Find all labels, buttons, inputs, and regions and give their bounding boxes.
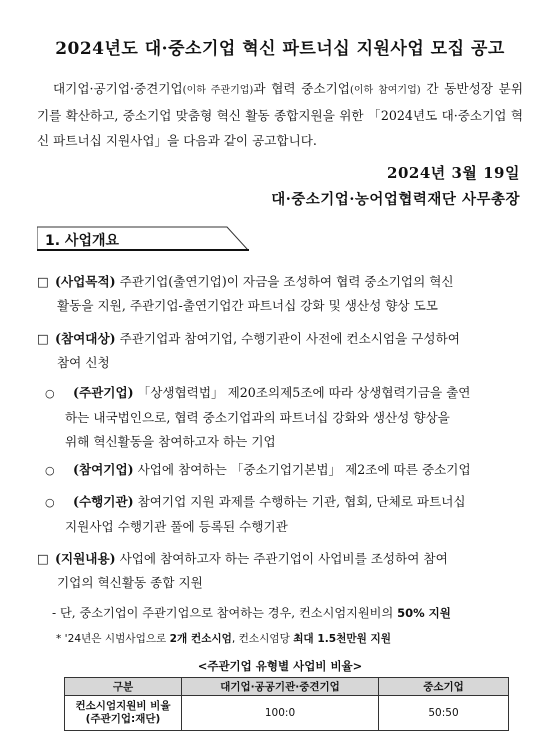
- intro-note-1: (이하 주관기업): [182, 85, 254, 96]
- sub-bullet-text: 참여기업 지원 과제를 수행하는 기관, 협회, 단체로 파트너십: [133, 494, 466, 509]
- bullet-text: 활동을 지원, 주관기업-출연기업간 파트너십 강화 및 생산성 향상 도모: [57, 298, 438, 313]
- intro-text-2: 과 협력 중소기업: [253, 81, 350, 96]
- intro-text-3: 간 동반성장 분위기를 확산하고, 중소기업 맞춤형 혁신 활동 종합지원을 위한 「2024년도 대·중소기업 혁신 파트너십 지원사업」을 다음과 같이 공고합니다.: [37, 81, 523, 148]
- section-heading: [37, 226, 249, 252]
- bullet-purpose: [37, 270, 523, 318]
- sub-bullet-text: 지원사업 수행기관 풀에 등록된 수행기관: [65, 519, 288, 534]
- sub-bullet-text: 하는 내국법인으로, 협력 중소기업과의 파트너십 강화와 생산성 향상을: [65, 410, 450, 425]
- table-header-row: [65, 678, 509, 696]
- circle-bullet-icon: ○: [45, 496, 55, 509]
- circle-bullet-icon: ○: [45, 464, 55, 477]
- bullet-label: (사업목적): [55, 274, 116, 289]
- bullet-support: [37, 547, 523, 595]
- pilot-note-text-1: * '24년은 시범사업으로: [56, 633, 170, 645]
- sub-bullet-text: 위해 혁신활동을 참여하고자 하는 기업: [65, 434, 276, 449]
- support-detail-text: - 단, 중소기업이 주관기업으로 참여하는 경우, 컨소시엄지원비의: [52, 606, 398, 620]
- table-row: [65, 696, 509, 731]
- notice-date: 2024년 3월 19일: [387, 164, 520, 182]
- checkbox-square-icon: □: [37, 331, 49, 346]
- sub-bullet-text: 「상생협력법」 제20조의제5조에 따라 상생협력기금을 출연: [133, 385, 471, 400]
- circle-bullet-icon: ○: [45, 387, 55, 400]
- sub-bullet-label: (주관기업): [73, 385, 134, 400]
- bullet-text: 기업의 혁신활동 종합 지원: [57, 575, 203, 590]
- sub-bullet-label: (수행기관): [73, 494, 134, 509]
- sub-bullet-label: (참여기업): [73, 462, 134, 477]
- bullet-label: (지원내용): [55, 551, 116, 566]
- table-header: 중소기업: [379, 678, 509, 696]
- section-heading-label: 1. 사업개요: [45, 233, 120, 249]
- sub-bullet-participant: [37, 458, 523, 483]
- bullet-text: 주관기업(출연기업)이 자금을 조성하여 협력 중소기업의 혁신: [115, 274, 454, 289]
- table-row-header: [65, 696, 182, 731]
- table-cell: 50:50: [379, 696, 509, 731]
- bullet-text: 사업에 참여하고자 하는 주관기업이 사업비를 조성하여 참여: [115, 551, 448, 566]
- table-caption: <주관기업 유형별 사업비 비율>: [197, 659, 363, 673]
- intro-text-1: 대기업·공기업·중견기업: [53, 81, 183, 96]
- support-detail-emphasis: 50% 지원: [397, 606, 451, 620]
- pilot-note-emphasis-1: 2개 컨소시엄: [169, 633, 232, 645]
- table-row-header-line: 컨소시엄지원비 비율: [75, 700, 171, 712]
- pilot-note-text-2: , 컨소시엄당: [231, 633, 294, 645]
- table-header: 구분: [65, 678, 182, 696]
- notice-title: 2024년도 대·중소기업 혁신 파트너십 지원사업 모집 공고: [55, 39, 505, 59]
- notice-issuer: 대·중소기업·농어업협력재단 사무총장: [271, 191, 520, 208]
- pilot-note-emphasis-2: 최대 1.5천만원 지원: [293, 633, 391, 645]
- bullet-label: (참여대상): [55, 331, 116, 346]
- support-detail: [52, 603, 522, 623]
- intro-paragraph: [37, 76, 523, 153]
- bullet-text: 참여 신청: [57, 355, 110, 370]
- intro-note-2: (이하 참여기업): [349, 85, 421, 96]
- pilot-note: [56, 631, 526, 646]
- bullet-text: 주관기업과 참여기업, 수행기관이 사전에 컨소시엄을 구성하여: [115, 331, 460, 346]
- sub-bullet-text: 사업에 참여하는 「중소기업기본법」 제2조에 따른 중소기업: [133, 462, 471, 477]
- sub-bullet-lead: [37, 381, 523, 454]
- sub-bullet-executor: [37, 490, 523, 539]
- table-header: 대기업·공공기관·중견기업: [182, 678, 379, 696]
- bullet-eligibility: [37, 327, 523, 375]
- cost-ratio-table: [64, 677, 509, 731]
- table-cell: 100:0: [182, 696, 379, 731]
- table-row-header-line: (주관기업:재단): [85, 713, 161, 725]
- checkbox-square-icon: □: [37, 274, 49, 289]
- checkbox-square-icon: □: [37, 551, 49, 566]
